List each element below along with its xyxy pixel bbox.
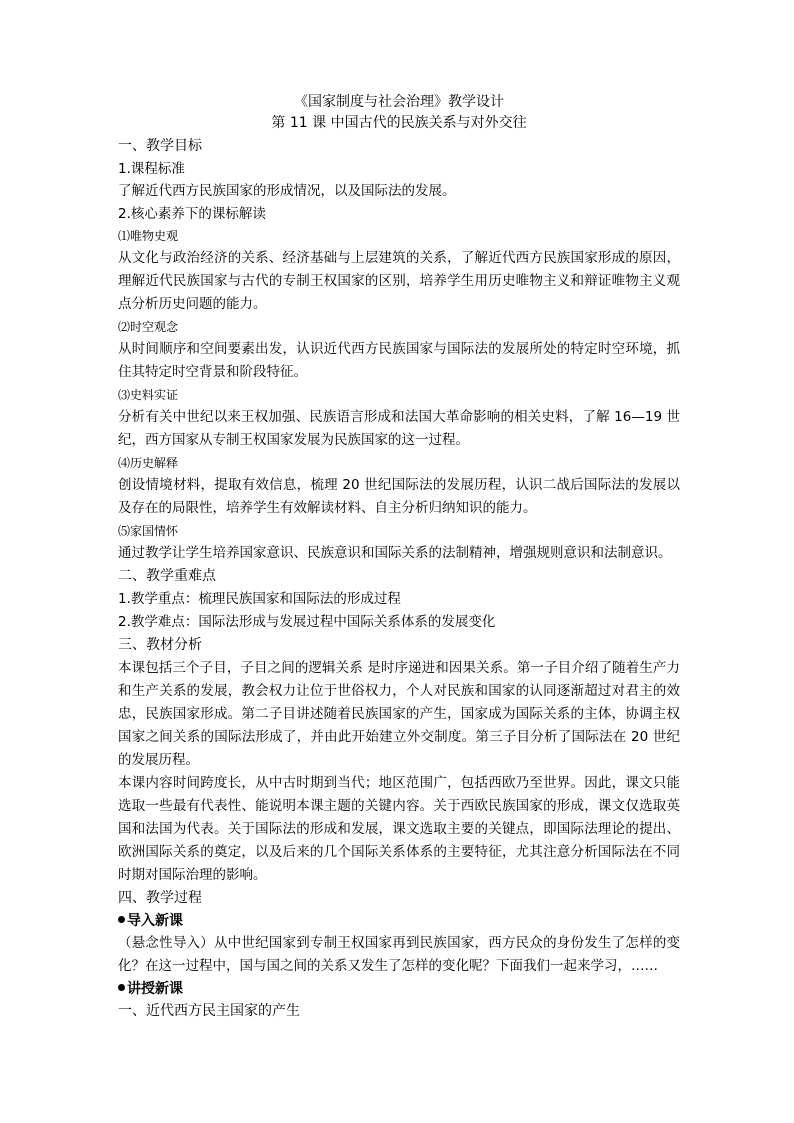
literacy-text-evidence: 分析有关中世纪以来王权加强、民族语言形成和法国大革命影响的相关史料，了解 16—19 世纪，西方国家从专制王权国家发展为民族国家的这一过程。 bbox=[118, 409, 680, 448]
document-page bbox=[118, 92, 680, 1023]
section-heading-textbook-analysis: 三、教材分析 bbox=[118, 637, 202, 653]
section-heading-nation-state: 一、近代西方民主国家的产生 bbox=[118, 1003, 300, 1019]
bullet-lead-in bbox=[118, 910, 680, 932]
literacy-text-spacetime: 从时间顺序和空间要素出发，认识近代西方民族国家与国际法的发展所处的特定时空环境，抓住其特定时空背景和阶段特征。 bbox=[118, 341, 680, 380]
lesson-subtitle: 第 11 课 中国古代的民族关系与对外交往 bbox=[271, 115, 527, 131]
textbook-analysis-paragraph-2: 本课内容时间跨度长，从中古时期到当代；地区范围广，包括西欧乃至世界。因此，课文只能选取一些最有代表性、能说明本课主题的关键内容。关于西欧民族国家的形成，课文仅选取英国和法国为代表。关于国际法的形成和发展，课文选取主要的关键点，即国际法理论的提出、欧洲国际关系的奠定，以及后来的几个国际关系体系的主要特征，尤其注意分析国际法在不同时期对国际治理的影响。 bbox=[118, 775, 680, 883]
key-point-text: 1.教学重点：梳理民族国家和国际法的形成过程 bbox=[118, 591, 401, 607]
section-heading-objectives: 一、教学目标 bbox=[118, 138, 202, 154]
bullet-new-lesson bbox=[118, 978, 680, 1000]
textbook-analysis-paragraph-1: 本课包括三个子目，子目之间的逻辑关系 是时序递进和因果关系。第一子目介绍了随着生产力和生产关系的发展，教会权力让位于世俗权力，个人对民族和国家的认同逐渐超过对君主的效忠，民族国家形成。第二子目讲述随着民族国家的产生，国家成为国际关系的主体，协调主权国家之间关系的国际法形成了，并由此开始建立外交制度。第三子目分析了国际法在 20 世纪的发展历程。 bbox=[118, 660, 680, 768]
lead-in-text: （悬念性导入）从中世纪国家到专制王权国家再到民族国家，西方民众的身份发生了怎样的变化？在这一过程中，国与国之间的关系又发生了怎样的变化呢？下面我们一起来学习，…… bbox=[118, 935, 680, 974]
bullet-new-lesson-label: 讲授新课 bbox=[127, 981, 183, 997]
literacy-text-interpretation: 创设情境材料，提取有效信息，梳理 20 世纪国际法的发展历程，认识二战后国际法的发展以及存在的局限性，培养学生有效解读材料、自主分析归纳知识的能力。 bbox=[118, 477, 680, 516]
literacy-heading-evidence: ⑶史料实证 bbox=[118, 388, 179, 402]
curriculum-standard-text: 了解近代西方民族国家的形成情况，以及国际法的发展。 bbox=[118, 183, 456, 199]
bullet-lead-in-label: 导入新课 bbox=[127, 913, 183, 929]
literacy-heading-interpretation: ⑷历史解释 bbox=[118, 456, 179, 470]
literacy-text-materialism: 从文化与政治经济的关系、经济基础与上层建筑的关系，了解近代西方民族国家形成的原因，理解近代民族国家与古代的专制王权国家的区别，培养学生用历史唯物主义和辩证唯物主义观点分析历史问题的能力。 bbox=[118, 250, 680, 312]
bullet-dot-icon bbox=[118, 984, 125, 991]
literacy-text-patriotism: 通过教学让学生培养国家意识、民族意识和国际关系的法制精神，增强规则意识和法制意识。 bbox=[118, 545, 672, 561]
subheading-core-literacy: 2.核心素养下的课标解读 bbox=[118, 206, 266, 222]
subheading-curriculum-standard: 1.课程标准 bbox=[118, 161, 185, 177]
bullet-dot-icon bbox=[118, 916, 125, 923]
literacy-heading-materialism: ⑴唯物史观 bbox=[118, 229, 179, 243]
section-heading-teaching-process: 四、教学过程 bbox=[118, 890, 202, 906]
document-title: 《国家制度与社会治理》教学设计 bbox=[294, 94, 504, 110]
section-heading-key-points: 二、教学重难点 bbox=[118, 568, 216, 584]
difficult-point-text: 2.教学难点：国际法形成与发展过程中国际关系体系的发展变化 bbox=[118, 614, 496, 630]
literacy-heading-patriotism: ⑸家国情怀 bbox=[118, 524, 179, 538]
literacy-heading-spacetime: ⑵时空观念 bbox=[118, 320, 179, 334]
